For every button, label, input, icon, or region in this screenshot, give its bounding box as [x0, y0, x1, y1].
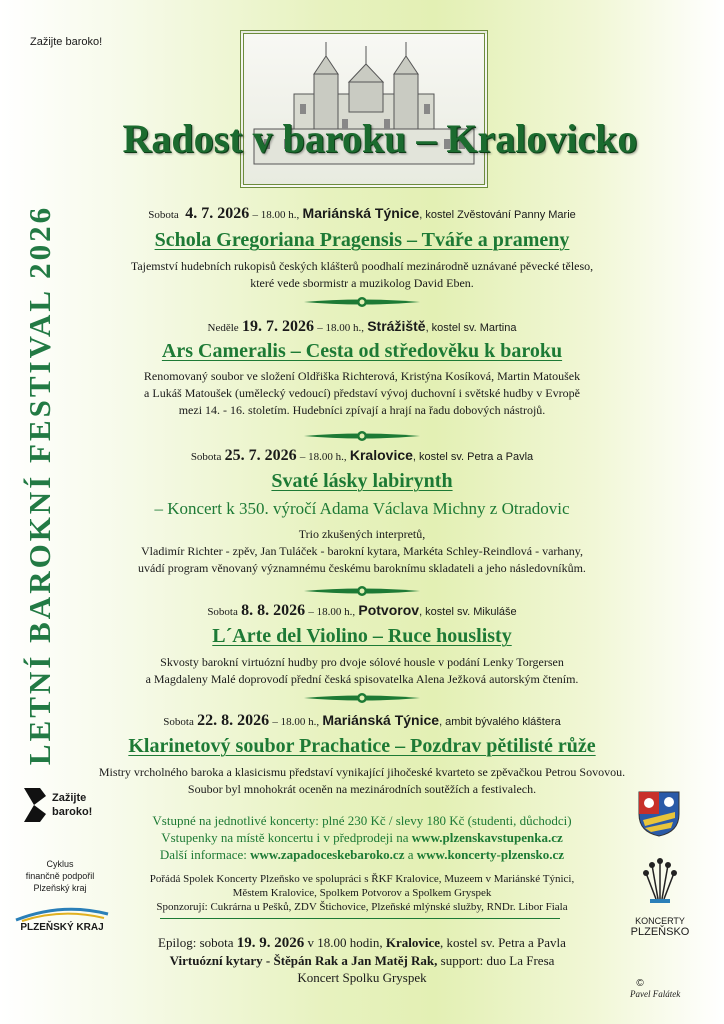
desc-line: uvádí program věnovaný významnému českému baroknímu skladateli a jeho následovníkům.: [138, 561, 586, 575]
epilog-line-2: Virtuózní kytary - Štěpán Rak a Jan Matěj Rak, support: duo La Fresa: [169, 953, 555, 968]
event-2-line: [0, 318, 724, 336]
baroko-link[interactable]: www.zapadoceskebaroko.cz: [250, 847, 405, 862]
event-day: Sobota: [148, 209, 179, 221]
event-4-title: L´Arte del Violino – Ruce houslisty: [212, 625, 512, 647]
event-5-title: Klarinetový soubor Prachatice – Pozdrav pětilisté růže: [128, 735, 596, 757]
ornament-icon: [300, 430, 424, 442]
sponsors-line: Sponzorují: Cukrárna u Pešků, ZDV Štichovice, Plzeňské mlýnské služby, RNDr. Libor Fiala: [156, 901, 568, 913]
festival-name: LETNÍ BAROKNÍ FESTIVAL 2026: [22, 204, 58, 766]
author-name: Pavel Falátek: [630, 989, 681, 999]
zazijte-baroko-logo: [24, 788, 114, 824]
koncerty-link[interactable]: www.koncerty-plzensko.cz: [416, 847, 565, 862]
desc-line: a Lukáš Matoušek (umělecký vedoucí) představí vývoj duchovní i světské hudby v Evropě: [144, 386, 580, 400]
plzensky-kraj-text: PLZEŇSKÝ KRAJ: [20, 922, 104, 933]
koncerty-text: KONCERTY: [635, 916, 685, 926]
ornament-divider: [300, 295, 424, 307]
funding-note: Cyklus finančně podpořil Plzeňský kraj: [25, 859, 95, 893]
zazijte-logo-text: Zažijte baroko!: [52, 792, 93, 818]
plzensko-text: PLZEŇSKO: [630, 926, 690, 938]
event-venue: , kostel Zvěstování Panny Marie: [419, 209, 576, 221]
event-day: Neděle: [207, 322, 239, 334]
event-place: Kralovice: [349, 447, 413, 463]
desc-line: Renomovaný soubor ve složení Oldřiška Richterová, Kristýna Kosíková, Martin Matoušek: [143, 369, 581, 383]
event-venue: , kostel sv. Martina: [425, 322, 517, 334]
epilog-line-1: Epilog: sobota 19. 9. 2026 v 18.00 hodin, Kralovice, kostel sv. Petra a Pavla: [158, 935, 566, 951]
event-place: Mariánská Týnice: [302, 205, 420, 221]
event-date: 25. 7. 2026: [224, 447, 297, 464]
kralovice-crest: [635, 790, 683, 838]
organizer-line: Městem Kralovice, Spolkem Potvorov a Spolkem Gryspek: [232, 887, 492, 899]
organizer-line: Pořádá Spolek Koncerty Plzeňsko ve spolupráci s ŘKF Kralovice, Muzeem v Mariánské Týnici,: [149, 873, 575, 885]
event-place: Potvorov: [358, 602, 420, 618]
desc-line: Tajemství hudebních rukopisů českých klášterů poodhalí mezinárodně uznávané pěvecké těleso,: [130, 259, 594, 273]
desc-line: mezi 14. - 16. stoletím. Hudebníci zpívají a hrají na řadu dobových nástrojů.: [178, 403, 546, 417]
desc-line: Trio zkušených interpretů,: [298, 527, 426, 541]
event-time: – 18.00 h.,: [252, 209, 300, 221]
desc-line: Mistry vrcholného baroka a klasicismu představí vynikající jihočeské kvarteto se zpěvačkou Petrou Sovovou.: [98, 765, 626, 779]
event-time: – 18.00 h.,: [272, 716, 320, 728]
ornament-divider: [300, 429, 424, 441]
event-date: 8. 8. 2026: [241, 602, 306, 619]
copyright-symbol: ©: [636, 978, 644, 989]
event-3-description: [0, 526, 724, 577]
event-day: Sobota: [207, 606, 238, 618]
desc-line: Skvosty barokní virtuózní hudby pro dvoje sólové housle v podání Lenky Torgersen: [160, 655, 564, 669]
event-place: Strážiště: [367, 318, 426, 334]
ornament-icon: [300, 692, 424, 704]
poster-title: Radost v baroku – Kralovicko: [122, 116, 638, 161]
plzensky-kraj-logo: [12, 906, 112, 936]
plzensky-kraj-swoosh-icon: [12, 906, 112, 922]
event-date: 4. 7. 2026: [185, 205, 250, 222]
event-4-description: [0, 654, 724, 688]
desc-line: které vede sbormistr a muzikolog David Eben.: [250, 276, 474, 290]
epilog-line-3: Koncert Spolku Gryspek: [297, 970, 427, 985]
event-day: Sobota: [190, 451, 222, 463]
event-1-line: [0, 205, 724, 223]
ornament-icon: [300, 585, 424, 597]
event-time: – 18.00 h.,: [299, 451, 347, 463]
ticket-prices: Vstupné na jednotlivé koncerty: plné 230 Kč / slevy 180 Kč (studenti, důchodci): [152, 813, 572, 828]
event-3-title: Svaté lásky labirynth: [271, 470, 453, 492]
ornament-divider: [300, 691, 424, 703]
event-4-line: [0, 602, 724, 620]
event-2-title: Ars Cameralis – Cesta od středověku k baroku: [161, 340, 563, 362]
event-venue: , ambit bývalého kláštera: [439, 716, 561, 728]
ticket-presale: Vstupenky na místě koncertu i v předprodeji na www.plzenskavstupenka.cz: [161, 830, 563, 845]
event-5-line: [0, 712, 724, 730]
event-venue: , kostel sv. Petra a Pavla: [412, 451, 534, 463]
zazijte-logo-icon: [24, 788, 46, 822]
event-date: 19. 7. 2026: [241, 318, 314, 335]
coat-of-arms-icon: [635, 790, 683, 838]
ornament-icon: [300, 296, 424, 308]
desc-line: a Magdaleny Malé doprovodí přední česká spisovatelka Alena Ježková autorským čtením.: [145, 672, 579, 686]
church-illustration: [240, 30, 488, 188]
event-3-line: [0, 447, 724, 465]
presale-link[interactable]: www.plzenskavstupenka.cz: [411, 830, 563, 845]
koncerty-logo-icon: [628, 855, 692, 911]
event-venue: , kostel sv. Mikuláše: [419, 606, 517, 618]
event-day: Sobota: [163, 716, 194, 728]
event-date: 22. 8. 2026: [197, 712, 270, 729]
ornament-divider: [300, 584, 424, 596]
event-1-description: [0, 258, 724, 292]
koncerty-plzensko-logo: [628, 855, 692, 945]
divider-line: [160, 918, 560, 919]
epilog: [0, 934, 724, 986]
desc-line: Vladimír Richter - zpěv, Jan Tuláček - barokní kytara, Markéta Schley-Reindlová - varhany,: [141, 544, 583, 558]
event-3-subtitle: – Koncert k 350. výročí Adama Václava Michny z Otradovic: [154, 499, 570, 518]
event-time: – 18.00 h.,: [308, 606, 356, 618]
tagline: Zažijte baroko!: [30, 36, 103, 48]
event-time: – 18.00 h.,: [317, 322, 364, 334]
more-info: Další informace: www.zapadoceskebaroko.cz a www.koncerty-plzensko.cz: [159, 847, 565, 862]
event-1-title: Schola Gregoriana Pragensis – Tváře a prameny: [154, 229, 570, 251]
event-2-description: [0, 368, 724, 419]
event-place: Mariánská Týnice: [322, 712, 440, 728]
author-signature: [630, 978, 700, 1008]
desc-line: Soubor byl mnohokrát oceněn na mezinárodních soutěžích a festivalech.: [187, 782, 537, 796]
